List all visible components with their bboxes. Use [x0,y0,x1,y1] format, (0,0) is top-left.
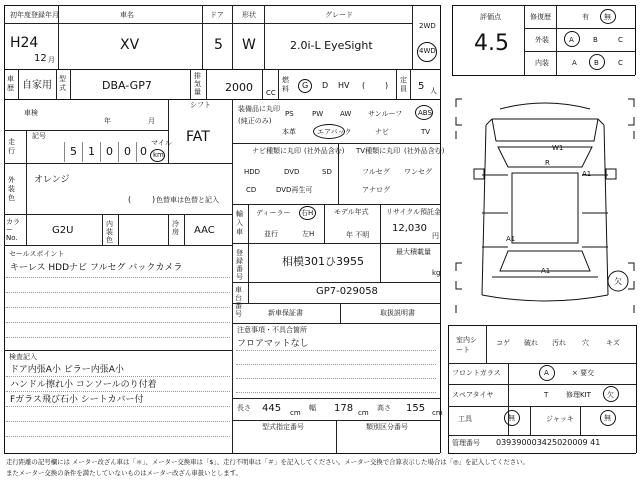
chassis: GP7-029058 [316,286,378,297]
exterior-label: 外装 [535,36,549,44]
equipment-item: AW [340,110,352,118]
notes-label: 注意事項・不具合箇所 [237,326,307,334]
color-value: オレンジ [34,175,70,185]
equipment-item: PW [312,110,324,118]
capacity-unit: 人 [430,87,437,95]
equipment-item: TV [421,128,431,136]
damage-mark: A1 [582,170,592,178]
equipment-item: サンルーフ [368,110,403,118]
registration-label: 登録番号 [236,249,243,281]
spare-label: スペアタイヤ [452,391,494,399]
equipment-item: ナビ [375,128,389,136]
mileage-mile: マイル [151,139,172,147]
tv-item: アナログ [362,186,390,194]
model: DBA-GP7 [102,79,152,92]
car-name-label: 車名 [120,11,134,19]
equipment-item: PS [285,110,294,118]
damage-mark: A1 [541,267,551,275]
fuel-g: G [302,81,309,90]
manual-label: 取扱説明書 [380,309,415,317]
model-label: 型式 [59,75,66,92]
inspection-label: 車検 [24,109,38,117]
mileage-km: km [153,151,164,159]
2wd-label: 2WD [419,22,436,30]
fuel-hv: HV [338,81,350,90]
car-name: XV [120,37,140,53]
inspection-year: 年 [104,117,111,125]
type-label: 型式指定番号 [262,423,304,431]
inspector-label: 検査記入 [9,353,37,361]
recycle-label: リサイクル預託金 [386,208,442,216]
spare-kit: 修理KIT [566,391,591,399]
sales-point-label: セールスポイント [9,250,65,258]
cool-label: 冷房 [172,220,179,236]
fuel-d: D [322,81,329,90]
fuel-paren-close: ) [385,81,389,90]
displacement: 2000 [225,81,253,94]
recycle-value: 12,030 [392,223,427,234]
interior-check-item: キズ [606,339,620,347]
interior-check-item: 破れ [524,339,538,347]
equipment-item: エアバック [317,128,352,136]
shift-label: シフト [190,101,211,109]
4wd-label: 4WD [419,47,436,55]
model-year-value: 年 不明 [346,231,370,239]
color-label: 外装色 [8,176,15,202]
navi-note: (社外品含む) [304,147,345,155]
navi-item: CD [246,186,257,194]
repair-label: 修復歴 [530,13,551,21]
exterior-grade: A [569,36,574,44]
interior-check-label: 室内シート [456,336,477,354]
aircon: AAC [194,225,215,236]
front-glass-x: × 要交 [572,369,595,377]
interior-check-item: 穴 [582,339,589,347]
reg-year: H24 [10,35,39,51]
inspection-month: 月 [148,117,155,125]
interior-check-item: コゲ [496,339,510,347]
score-value: 4.5 [474,31,509,56]
front-glass-a: A [544,369,549,377]
equipment-label: 装備品に丸印 [238,105,280,113]
jack-label: ジャッキ [546,415,574,423]
damage-mark: W1 [552,144,564,152]
repair-yes: 有 [582,13,589,21]
width: 178 [334,403,354,414]
interior-grade: A [572,59,577,67]
import-label: 輸入車 [236,210,243,236]
damage-mark: A1 [506,235,516,243]
mgmt-number: 039390003425020009 41 [496,438,601,447]
width-label: 幅 [309,404,316,412]
tools-label: 工具 [458,415,472,423]
interior-check-item: 汚れ [552,339,566,347]
equipment-item: 本革 [282,128,296,136]
capacity-label: 定員 [400,76,407,93]
footer-line: 走行距離の記号欄には メーター改ざん車は「＊」、メーター交換車は「$」、走行不明車は「＃」を記入してください。メーター交換で合算表示した場合は「◎」を記入してください。 [6,458,529,466]
length-unit: cm [290,409,301,417]
tire-missing: 欠 [614,277,622,286]
interior-score-label: 内装 [535,59,549,67]
shape: W [242,37,256,53]
footer-line: またメーター交換の条件を満たしていないものはメーター改ざん車扱いとします。 [6,469,242,477]
exterior-grade: B [593,36,598,44]
class-label: 類別区分番号 [366,423,408,431]
damage-mark: R [545,159,550,167]
navi-item: SD [322,168,332,176]
usage: 自家用 [22,80,52,91]
height-label: 高さ [377,404,391,412]
color-paren-close: ) [152,195,156,204]
inspector-line: ドア内張A小 ピラー内張A小 [10,365,124,375]
navi-label: ナビ種類に丸印 [252,147,301,155]
mileage-label: 走行 [8,138,15,155]
shift: FAT [186,129,210,145]
import-left-h: 左H [302,230,315,238]
tv-note: (社外品含む) [404,147,445,155]
equipment-note: (純正のみ) [238,117,272,125]
mileage-digits-label: 記号 [32,132,46,140]
recycle-yen: 円 [432,232,439,240]
repair-no: 無 [604,13,611,21]
interior-grade: B [594,59,599,67]
fuel-paren: ( [362,81,366,90]
shape-label: 形状 [242,11,256,19]
cc-unit: CC [266,89,276,97]
navi-item: HDD [244,168,261,176]
inspector-line: ハンドル擦れ小 コンソールのり付着 [10,380,157,390]
tv-item: ワンセグ [404,168,432,176]
doors: 5 [214,37,223,53]
tools-none: 無 [508,414,515,422]
navi-item: DVD [284,168,300,176]
jack-none: 無 [604,414,611,422]
import-parallel: 並行 [264,230,278,238]
tv-item: フルセグ [362,168,390,176]
door-label: ドア [210,11,224,19]
mgmt-label: 管理番号 [452,439,480,447]
spare-missing: 欠 [607,391,614,399]
width-unit: cm [358,409,369,417]
length-label: 長さ [237,404,251,412]
tv-label: TV種類に丸印 [356,147,401,155]
interior-label: 内装色 [106,220,113,244]
fuel-label: 燃料 [282,76,289,93]
max-load-kg: kg [432,269,441,277]
grade: 2.0i-L EyeSight [290,39,373,52]
inspector-line: Fガラス飛び石小 シートカバー付 [10,395,144,405]
capacity: 5 [418,81,425,92]
color-code: G2U [52,225,74,236]
spare-t: T [544,391,549,399]
car-diagram [452,95,638,325]
displacement-label: 排気量 [194,72,201,96]
max-load-label: 最大積載量 [396,248,431,256]
chassis-label: 車台番号 [235,286,242,318]
mileage-digit: 1 [88,145,95,158]
score-label: 評価点 [480,13,501,21]
registration-value: 相模301ひ3955 [282,255,364,268]
notes-text: フロアマットなし [237,339,309,349]
mileage-digit: 0 [124,145,131,158]
import-right-h: 右H [301,209,314,217]
exterior-grade: C [618,36,623,44]
equipment-item: ABS [418,109,432,117]
model-year-label: モデル年式 [334,208,369,216]
interior-grade: C [618,59,623,67]
height-unit: cm [432,409,443,417]
color-note: 色替車は色替と記入 [156,196,219,204]
mileage-digit: 0 [140,145,147,158]
mileage-digit: 0 [106,145,113,158]
mileage-digit: 5 [70,145,77,158]
category-label: 車歴 [7,75,14,92]
front-glass-label: フロントガラス [452,369,501,377]
length: 445 [262,403,282,414]
sales-point-text: キーレス HDDナビ フルセグ バックカメラ [10,263,183,273]
import-dealer: ディーラー [256,209,291,217]
color-code-label: カラーNo. [6,218,20,242]
reg-month: 12 [34,53,47,64]
grade-label: グレード [325,11,353,19]
warranty-label: 新車保証書 [268,309,303,317]
navi-item: DVD再生可 [276,186,313,194]
reg-label: 初年度登録年月 [10,11,59,19]
color-paren-open: ( [128,195,132,204]
height: 155 [406,403,426,414]
month-unit: 月 [48,56,55,64]
